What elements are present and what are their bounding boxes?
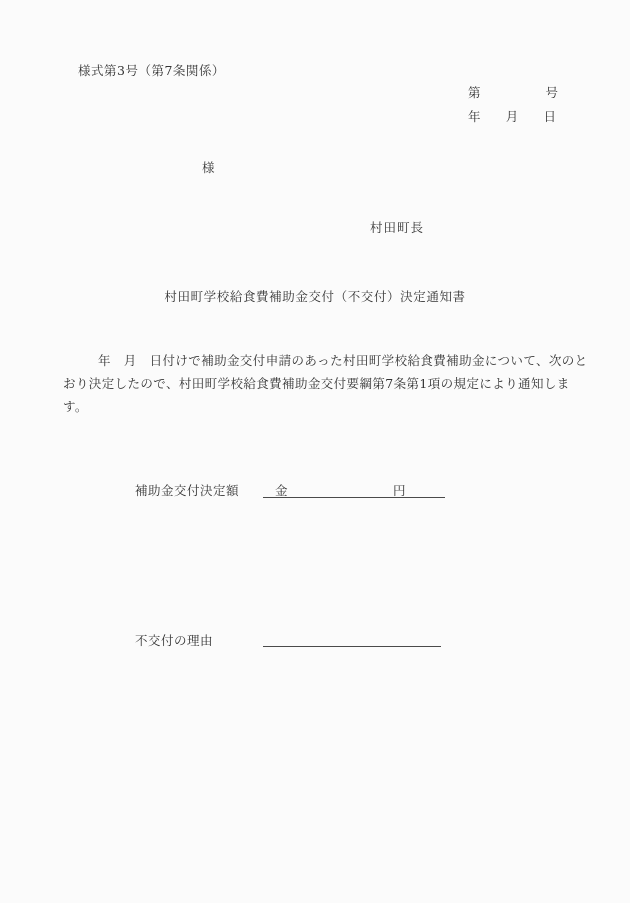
- date-year-label: 年: [468, 109, 481, 124]
- document-title: 村田町学校給食費補助金交付（不交付）決定通知書: [164, 289, 466, 304]
- doc-number-suffix: 号: [545, 85, 558, 100]
- date-month-label: 月: [505, 109, 519, 124]
- body-line-1: 年 月 日付けで補助金交付申請のあった村田町学校給食費補助金について、次のと: [98, 353, 588, 368]
- document-number-row: [468, 83, 558, 101]
- currency-suffix-label: 円: [393, 483, 406, 498]
- sender-title: 村田町長: [370, 220, 425, 235]
- currency-prefix-label: 金: [275, 483, 288, 498]
- date-day-label: 日: [543, 109, 556, 124]
- doc-number-prefix: 第: [468, 85, 481, 100]
- body-paragraph: [63, 349, 588, 418]
- grant-amount-fill-in-line: [263, 480, 445, 498]
- date-row: [468, 107, 556, 125]
- addressee-honorific: 様: [202, 160, 215, 175]
- grant-amount-label: 補助金交付決定額: [135, 483, 240, 498]
- non-grant-reason-label: 不交付の理由: [135, 633, 214, 648]
- body-line-2: おり決定したので、村田町学校給食費補助金交付要綱第7条第1項の規定により通知しま: [63, 376, 570, 391]
- form-code: 様式第3号（第7条関係）: [78, 63, 225, 78]
- body-line-3: す。: [63, 399, 88, 414]
- non-grant-reason-fill-in-line: [263, 630, 441, 647]
